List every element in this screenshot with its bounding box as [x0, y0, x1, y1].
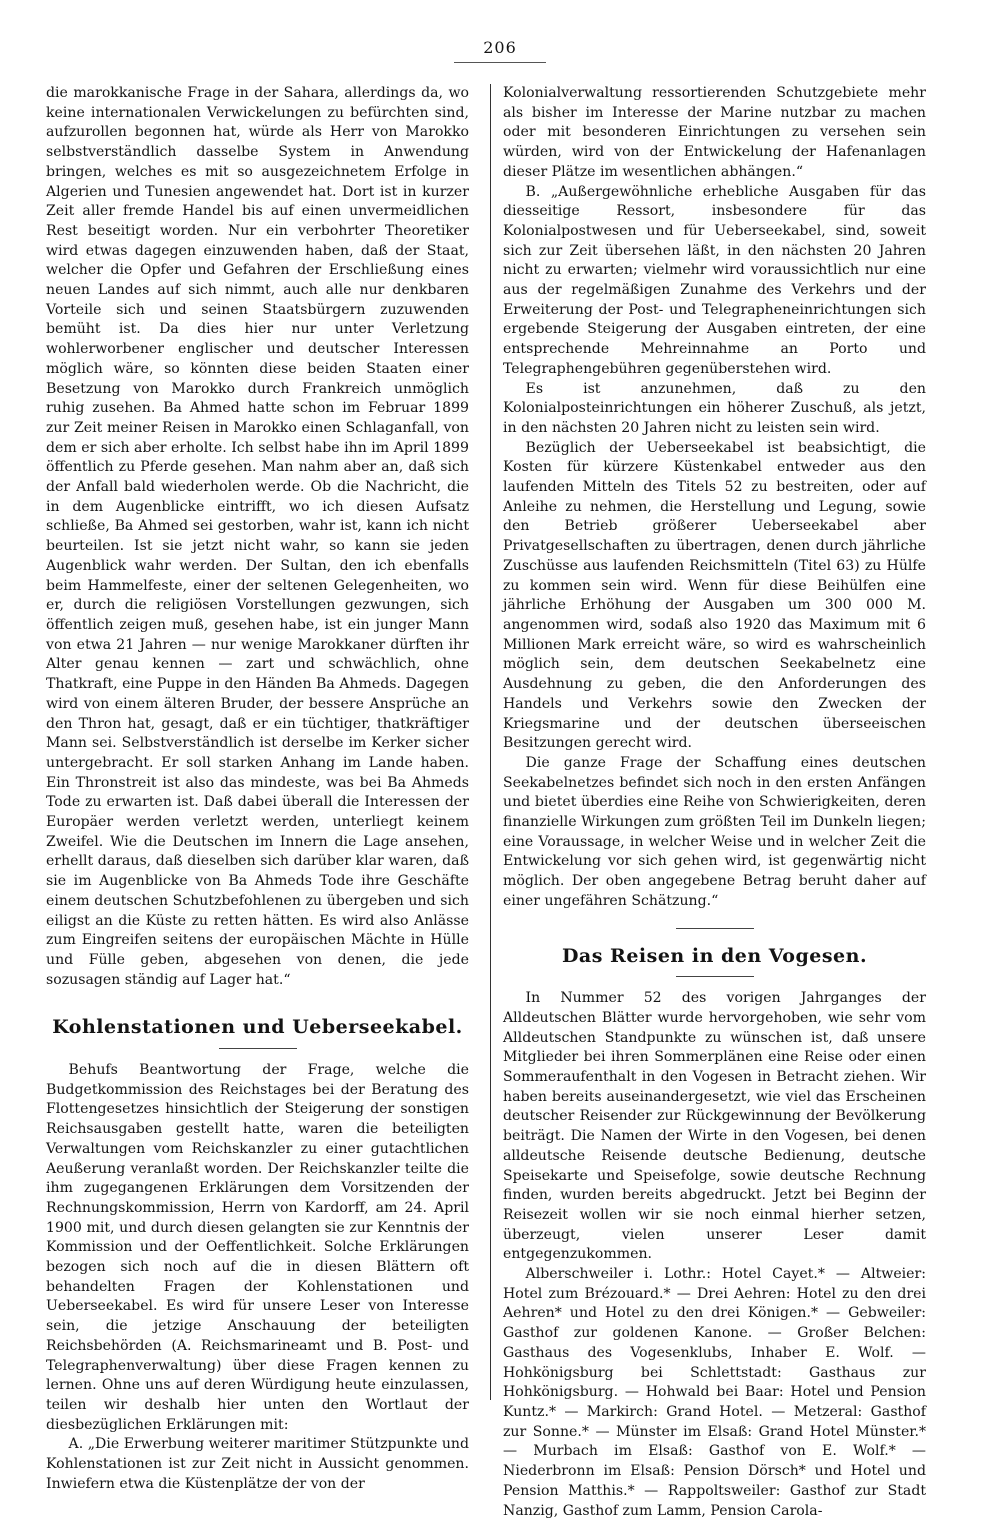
column-divider — [490, 84, 491, 1400]
right-column — [503, 84, 926, 1521]
kolonialpost-paragraph: Es ist anzunehmen, daß zu den Kolonialposteinrichtungen ein höherer Zuschuß, als jetzt, in den nächsten 20 Jahren nicht zu leisten sein wird. — [503, 380, 926, 436]
page-number-rule — [454, 62, 546, 63]
vogesen-intro-paragraph: In Nummer 52 des vorigen Jahrganges der Alldeutschen Blätter wurde hervorgehoben, wie sehr vom Alldeutschen Standpunkte zu wünschen ist, daß unsere Mitglieder bei ihren Sommerplänen eine Reise oder einen Sommeraufenthalt in den Vogesen in Betracht ziehen. Wir haben bereits auseinandergesetzt, wie viel das Erscheinen deutscher Reisender zur Rückgewinnung der Bevölkerung beiträgt. Die Namen der Wirte in den Vogesen, bei denen alldeutsche Reisende deutsche Bedienung, deutsche Speisekarte und Speisefolge, sowie deutsche Rechnung finden, wurden bereits abgedruckt. Jetzt bei Beginn der Reisezeit wollen wir sie noch einmal hierher setzen, überzeugt, vielen unserer Leser damit entgegenzukommen. — [503, 990, 926, 1263]
page-number: 206 — [483, 38, 517, 57]
statement-b-paragraph: B. „Außergewöhnliche erhebliche Ausgaben für das diesseitige Ressort, insbesondere für das Kolonialpostwesen und für Ueberseekabel, sind, soweit sich zur Zeit übersehen läßt, in den nächsten 20 Jahren nicht zu erwarten; vielmehr wird voraussichtlich nur eine aus der regelmäßigen Zunahme des Verkehrs und der Erweiterung der Post- und Telegrapheneinrichtungen sich ergebende Steigerung der Ausgaben eintreten, der eine entsprechende Mehreinnahme an Porto und Telegraphengebühren gegenüberstehen wird. — [503, 183, 926, 377]
heading-vogesen: Das Reisen in den Vogesen. — [561, 944, 868, 967]
hotel-list-paragraph: Alberschweiler i. Lothr.: Hotel Cayet.* — Altweier: Hotel zum Brézouard.* — Drei Aehren: Hotel zu den drei Aehren* und Hotel zu den drei Königen.* — Gebweiler: Gasthof zur goldenen Kanone. — Großer Belchen: Gasthaus des Vogesenklubs, Inhaber E. Wolf. — Hohkönigsburg bei Schlettstadt: Gasthaus zur Hohkönigsburg. — Hohwald bei Baar: Hotel und Pension Kuntz.* — Markirch: Grand Hotel. — Metzeral: Gasthof zur Sonne.* — Münster im Elsaß: Grand Hotel Münster.* — Murbach im Elsaß: Gasthof von E. Wolf.* — Niederbronn im Elsaß: Pension Dörsch* und Hotel und Pension Matthis.* — Rappoltsweiler: Gasthof zur Stadt Nanzig, Gasthof zum Lamm, Pension Carola- — [503, 1266, 926, 1519]
kohlenstationen-intro-paragraph: Behufs Beantwortung der Frage, welche die Budgetkommission des Reichstages bei der Beratung des Flottengesetzes hinsichtlich der Steigerung der sonstigen Reichsausgaben gestellt hatte, waren die beteiligten Verwaltungen vom Reichskanzler zu einer gutachtlichen Aeußerung veranlaßt worden. Der Reichskanzler teilte die ihm zugegangenen Erklärungen dem Vorsitzenden der Rechnungskommission, Herrn von Kardorff, am 24. April 1900 mit, und durch diesen gelangten sie zur Kenntnis der Kommission und der Oeffentlichkeit. Solche Erklärungen bezogen sich noch auf die in diesen Blättern oft behandelten Fragen der Kohlenstationen und Ueberseekabel. Es wird für unsere Leser von Interesse sein, die jetzige Anschauung der beteiligten Reichsbehörden (A. Reichsmarineamt und B. Post- und Telegraphenverwaltung) über diese Fragen kennen zu lernen. Ohne uns auf deren Würdigung heute einzulassen, teilen wir deshalb hier unten den Wortlaut der diesbezüglichen Erklärungen mit: — [46, 1062, 469, 1433]
seekabelnetz-paragraph: Die ganze Frage der Schaffung eines deutschen Seekabelnetzes befindet sich noch in den ersten Anfängen und bietet überdies eine Reihe von Schwierigkeiten, deren finanzielle Wirkungen zum größten Teil im Dunkeln liegen; eine Voraussage, in welcher Weise und in welcher Zeit die Entwickelung vor sich gehen wird, ist gegenwärtig nicht möglich. Der oben angegebene Betrag beruht daher auf einer ungefähren Schätzung.“ — [503, 754, 926, 909]
statement-a-paragraph: A. „Die Erwerbung weiterer maritimer Stützpunkte und Kohlenstationen ist zur Zeit nicht in Aussicht genommen. Inwiefern etwa die Küstenplätze der von der — [46, 1436, 469, 1492]
statement-a-continuation: Kolonialverwaltung ressortierenden Schutzgebiete mehr als bisher im Interesse der Marine nutzbar zu machen oder mit besonderen Einrichtungen zu versehen sein würden, wird von der Entwickelung der Hafenanlagen dieser Plätze im wesentlichen abhängen.“ — [503, 85, 926, 180]
article-continuation-paragraph: die marokkanische Frage in der Sahara, allerdings da, wo keine internationalen Verwickelungen zu befürchten sind, aufzurollen begonnen hat, würde als Herr von Marokko selbstverständlich dasselbe System in Anwendung bringen, welches es mit so ausgezeichnetem Erfolge in Algerien und Tunesien angewendet hat. Dort ist in kurzer Zeit aller fremde Handel bis auf einen unvermeidlichen Rest beseitigt worden. Nur ein verbohrter Theoretiker wird etwas dagegen einzuwenden haben, daß der Staat, welcher die Opfer und Gefahren der Erschließung eines neuen Landes auf sich nimmt, auch alle nur denkbaren Vorteile sich und seinen Staatsbürgern zuzuwenden bemüht ist. Da dies hier nur unter Verletzung wohlerworbener englischer und deutscher Interessen möglich wäre, so könnten diese beiden Staaten einer Besetzung von Marokko durch Frankreich unmöglich ruhig zusehen. Ba Ahmed hatte schon im Februar 1899 zur Zeit meiner Reisen in Marokko einen Schlaganfall, von dem er sich aber erholte. Ich selbst habe ihn im April 1899 öffentlich zu Pferde gesehen. Man nahm aber an, daß sich der Anfall bald wiederholen werde. Ob die Nachricht, die in dem Augenblicke eintrifft, wo ich diesen Aufsatz schließe, Ba Ahmed sei gestorben, wahr ist, kann ich nicht beurteilen. Ist sie jetzt nicht wahr, so kann sie jeden Augenblick wahr werden. Der Sultan, den ich ebenfalls beim Hammelfeste, einer der seltenen Gelegenheiten, wo er, durch die religiösen Vorstellungen gezwungen, sich öffentlich zeigen muß, gesehen habe, ist ein junger Mann von etwa 21 Jahren — nur wenige Marokkaner dürften ihr Alter genau kennen — zart und schwächlich, ohne Thatkraft, eine Puppe in den Händen Ba Ahmeds. Dagegen wird von einem älteren Bruder, der bessere Ansprüche an den Thron hat, gesagt, daß er ein tüchtiger, thatkräftiger Mann sei. Selbstverständlich ist derselbe im Kerker sicher untergebracht. Er soll starken Anhang im Lande haben. Ein Thronstreit ist also das mindeste, was bei Ba Ahmeds Tode zu erwarten ist. Daß dabei überall die Interessen der Europäer werden verletzt werden, unterliegt keinem Zweifel. Wie die Deutschen im Innern die Lage ansehen, erhellt daraus, daß dieselben sich darüber klar waren, daß sie im Augenblicke von Ba Ahmeds Tode ihre Geschäfte einem deutschen Schutzbefohlenen zu übergeben und sich eiligst an die Küste zu retten hätten. Es wird also Anlässe zum Eingreifen seitens der europäischen Mächte in Hülle und Fülle geben, abgesehen von denen, die jede sozusagen ständig auf Lager hat.“ — [46, 85, 469, 988]
left-column — [46, 84, 469, 1495]
heading-kohlenstationen: Kohlenstationen und Ueberseekabel. — [52, 1016, 463, 1039]
ueberseekabel-paragraph: Bezüglich der Ueberseekabel ist beabsichtigt, die Kosten für kürzere Küstenkabel entweder aus den laufenden Mitteln des Titels 52 zu bestreiten, oder auf Anleihe zu nehmen, die Herstellung und Legung, sowie den Betrieb größerer Ueberseekabel aber Privatgesellschaften zu übertragen, denen durch jährliche Zuschüsse aus laufenden Reichsmitteln (Titel 63) zu Hülfe zu kommen sein wird. Wenn für diese Beihülfen eine jährliche Erhöhung der Ausgaben um 300 000 M. angenommen wird, sodaß also 1920 das Maximum mit 6 Millionen Mark erreicht wäre, so wird es wahrscheinlich möglich sein, dem deutschen Seekabelnetz eine Ausdehnung zu geben, die den Anforderungen des Handels und Verkehrs sowie den Zwecken der Kriegsmarine und der deutschen überseeischen Besitzungen gerecht wird. — [503, 439, 926, 752]
